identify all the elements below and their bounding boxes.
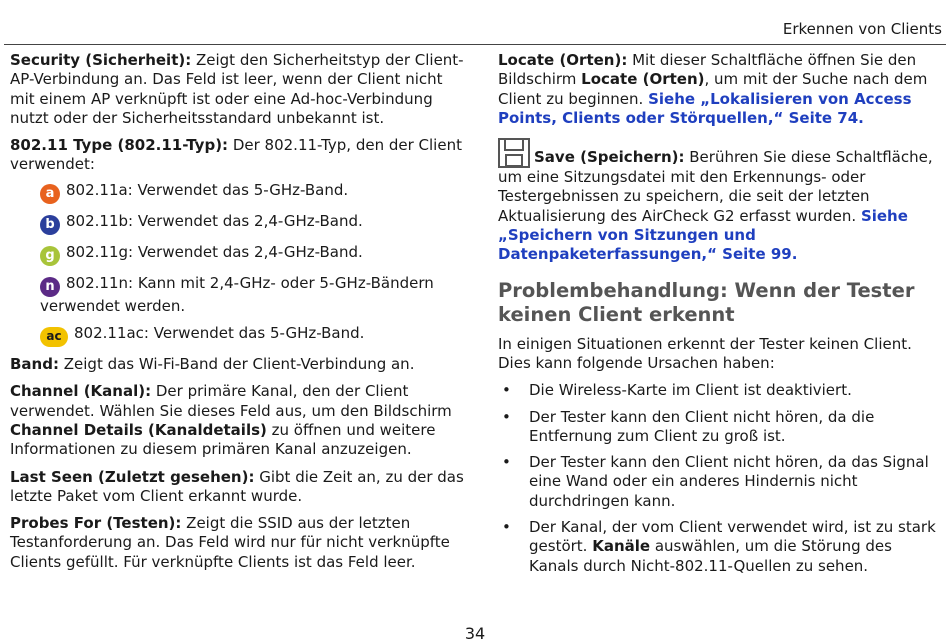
type-term: 802.11 Type (802.11-Typ): — [10, 136, 229, 155]
probes-paragraph — [10, 514, 465, 572]
bullet-symbol: • — [502, 453, 511, 472]
probes-term: Probes For (Testen): — [10, 514, 182, 533]
channels-term: Kanäle — [592, 537, 651, 556]
band-b-text: 802.11b: Verwendet das 2,4-GHz-Band. — [66, 211, 363, 230]
locate-text-2: , um mit der Suche nach dem Client zu beginnen. — [498, 70, 928, 108]
band-text: Zeigt das Wi-Fi-Band der Client-Verbindung an. — [58, 355, 415, 374]
security-term: Security (Sicherheit): — [10, 51, 192, 69]
bullet-symbol: • — [502, 381, 511, 400]
left-column — [10, 51, 465, 580]
last-seen-term: Last Seen (Zuletzt gesehen): — [10, 467, 255, 486]
type-paragraph — [10, 136, 465, 175]
probes-text: Zeigt die SSID aus der letzten Testanforderung an. Das Feld wird nur für nicht verknüpfte Clients gefüllt. Für verknüpfte Clients ist das Feld leer. — [10, 514, 450, 571]
band-item-a — [40, 181, 465, 204]
band-g-text: 802.11g: Verwendet das 2,4-GHz-Band. — [66, 242, 363, 261]
list-item — [498, 453, 938, 511]
page-number: 34 — [464, 624, 486, 643]
save-paragraph — [498, 138, 938, 264]
save-cross-reference-link[interactable]: Siehe „Speichern von Sitzungen und Datenpaketerfassungen,“ Seite 99. — [498, 206, 908, 264]
cause-text-1: Der Kanal, der vom Client verwendet wird, ist zu stark gestört. — [529, 518, 936, 556]
cause-list — [498, 381, 938, 576]
running-header-title: Erkennen von Clients — [782, 20, 942, 38]
cause-text: Die Wireless-Karte im Client ist deaktiviert. — [529, 381, 852, 400]
channel-text-2: zu öffnen und weitere Informationen zu diesem primären Kanal anzuzeigen. — [10, 420, 436, 459]
channel-paragraph — [10, 382, 465, 459]
locate-cross-reference-link[interactable]: Siehe „Lokalisieren von Access Points, Clients oder Störquellen,“ Seite 74. — [498, 89, 912, 127]
band-term: Band: — [10, 355, 59, 374]
locate-paragraph — [498, 51, 938, 128]
channel-details-term: Channel Details (Kanaldetails) — [10, 420, 267, 439]
security-text: Zeigt den Sicherheitstyp der Client-AP-Verbindung an. Das Feld ist leer, wenn der Client nicht mit einem AP verknüpft ist oder eine Ad-hoc-Verbindung nutzt oder der Sicherheitsstandard unbekannt ist. — [10, 51, 464, 127]
list-item — [498, 518, 938, 576]
band-ac-text: 802.11ac: Verwendet das 5-GHz-Band. — [74, 324, 365, 343]
list-item — [498, 381, 938, 400]
band-item-ac — [40, 324, 465, 347]
band-item-b — [40, 212, 465, 235]
troubleshooting-heading: Problembehandlung: Wenn der Tester keinen Client erkennt — [498, 278, 915, 326]
save-text: Berühren Sie diese Schaltfläche, um eine Sitzungsdatei mit den Erkennungs- oder Testergebnissen zu speichern, die seit der letzten Aktualisierung des AirCheck G2 erfasst wurden. — [498, 148, 933, 225]
channel-term: Channel (Kanal): — [10, 382, 152, 401]
locate-text-1: Mit dieser Schaltfläche öffnen Sie den Bildschirm — [498, 51, 917, 89]
channel-text-1: Der primäre Kanal, den der Client verwendet. Wählen Sie dieses Feld aus, um den Bildschirm — [10, 382, 452, 420]
cause-text: Der Tester kann den Client nicht hören, da das Signal eine Wand oder ein anderes Hindernis nicht durchdringen kann. — [529, 453, 929, 510]
type-text: Der 802.11-Typ, den der Client verwendet: — [10, 136, 462, 174]
band-item-g — [40, 243, 465, 266]
last-seen-paragraph — [10, 468, 465, 507]
list-item — [498, 408, 938, 447]
band-n-text: 802.11n: Kann mit 2,4-GHz- oder 5-GHz-Bändern verwendet werden. — [40, 273, 434, 315]
right-column — [498, 51, 938, 583]
band-b-icon: b — [40, 215, 60, 235]
locate-term: Locate (Orten): — [498, 51, 628, 69]
security-paragraph — [10, 51, 465, 128]
band-paragraph — [10, 355, 465, 374]
cause-text: Der Tester kann den Client nicht hören, da die Entfernung zum Client zu groß ist. — [529, 407, 875, 445]
band-a-text: 802.11a: Verwendet das 5-GHz-Band. — [66, 180, 349, 199]
header-divider — [4, 44, 946, 45]
last-seen-text: Gibt die Zeit an, zu der das letzte Paket vom Client erkannt wurde. — [10, 467, 464, 505]
band-n-icon: n — [40, 277, 60, 297]
band-ac-icon: ac — [40, 327, 68, 347]
band-a-icon: a — [40, 184, 60, 204]
bullet-symbol: • — [502, 407, 511, 426]
troubleshooting-intro: In einigen Situationen erkennt der Tester keinen Client. Dies kann folgende Ursachen haben: — [498, 334, 912, 372]
locate-screen-term: Locate (Orten) — [581, 70, 705, 89]
band-item-n — [40, 274, 465, 316]
save-floppy-icon — [498, 138, 530, 168]
save-term: Save (Speichern): — [534, 148, 685, 167]
page-header — [0, 0, 950, 46]
cause-text-2: auswählen, um die Störung des Kanals durch Nicht-802.11-Quellen zu sehen. — [529, 537, 892, 575]
band-g-icon: g — [40, 246, 60, 266]
bullet-symbol: • — [502, 518, 511, 537]
